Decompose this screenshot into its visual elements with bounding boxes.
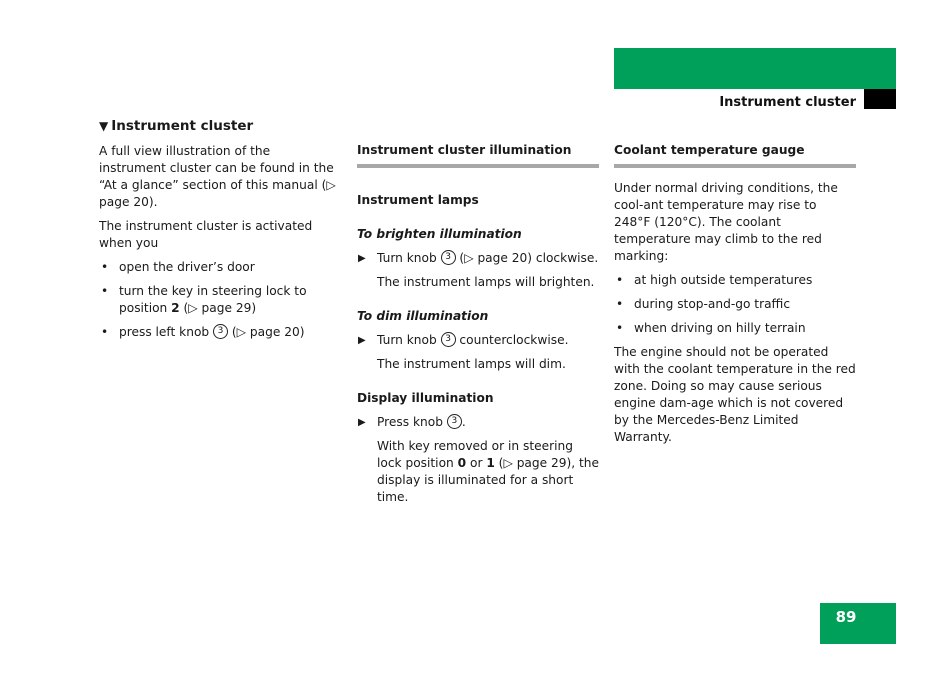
paragraph-coolant: Under normal driving conditions, the cool-ant temperature may rise to 248°F (120°C). The coolant temperature may climb to the red marking: xyxy=(614,181,838,263)
bullet-icon: • xyxy=(616,273,624,287)
column-coolant xyxy=(614,142,856,453)
result-brighten: The instrument lamps will brighten. xyxy=(377,275,595,289)
arrow-icon: ▶ xyxy=(358,335,366,346)
list-item: • open the driver’s door xyxy=(101,260,255,274)
bullet-icon: • xyxy=(101,325,109,339)
bullet-icon: • xyxy=(101,284,109,298)
column-illumination xyxy=(357,142,599,523)
result-dim: The instrument lamps will dim. xyxy=(377,357,566,371)
heading-coolant: Coolant temperature gauge xyxy=(614,142,856,168)
column-instrument-cluster xyxy=(99,118,339,348)
step-brighten: ▶ Turn knob 3 (▷ page 20) clockwise. xyxy=(358,251,599,265)
section-title: Controls in detail xyxy=(711,66,856,82)
heading-instrument-lamps: Instrument lamps xyxy=(357,193,479,207)
bullet-icon: • xyxy=(101,260,109,274)
arrow-icon: ▶ xyxy=(358,417,366,428)
step-press-knob: ▶ Press knob 3 . xyxy=(358,415,466,429)
paragraph-activation: The instrument cluster is activated when you xyxy=(99,219,313,250)
list-item: • when driving on hilly terrain xyxy=(616,321,806,335)
bullet-icon: • xyxy=(616,297,624,311)
heading-dim: To dim illumination xyxy=(357,309,489,323)
arrow-icon: ▶ xyxy=(358,253,366,264)
list-item: • turn the key in steering lock to position 2 (▷ page 29) xyxy=(101,284,307,315)
knob-number-icon: 3 xyxy=(447,414,462,429)
page-number: 89 xyxy=(835,608,857,626)
paragraph-warning: The engine should not be operated with the coolant temperature in the red zone. Doing so may cause serious engine dam-age which is not covered by the Mercedes-Benz Limited Warranty. xyxy=(614,345,856,444)
list-item: • press left knob 3 (▷ page 20) xyxy=(101,325,305,339)
heading-display-illumination: Display illumination xyxy=(357,391,494,405)
knob-number-icon: 3 xyxy=(213,324,228,339)
step-dim: ▶ Turn knob 3 counterclockwise. xyxy=(358,333,569,347)
list-item: • at high outside temperatures xyxy=(616,273,813,287)
heading-illumination: Instrument cluster illumination xyxy=(357,142,599,168)
subsection-title: Instrument cluster xyxy=(719,95,856,110)
paragraph-overview: A full view illustration of the instrument cluster can be found in the “At a glance” section of this manual (▷ page 20). xyxy=(99,144,336,209)
list-item: • during stop-and-go traffic xyxy=(616,297,791,311)
thumb-tab-marker xyxy=(864,89,896,109)
bullet-icon: • xyxy=(616,321,624,335)
note-display: With key removed or in steering lock position 0 or 1 (▷ page 29), the display is illuminated for a short time. xyxy=(377,439,600,504)
heading-brighten: To brighten illumination xyxy=(357,227,522,241)
heading-instrument-cluster: ▼ Instrument cluster xyxy=(99,118,254,134)
triangle-icon: ▼ xyxy=(99,119,109,133)
knob-number-icon: 3 xyxy=(441,250,456,265)
knob-number-icon: 3 xyxy=(441,332,456,347)
